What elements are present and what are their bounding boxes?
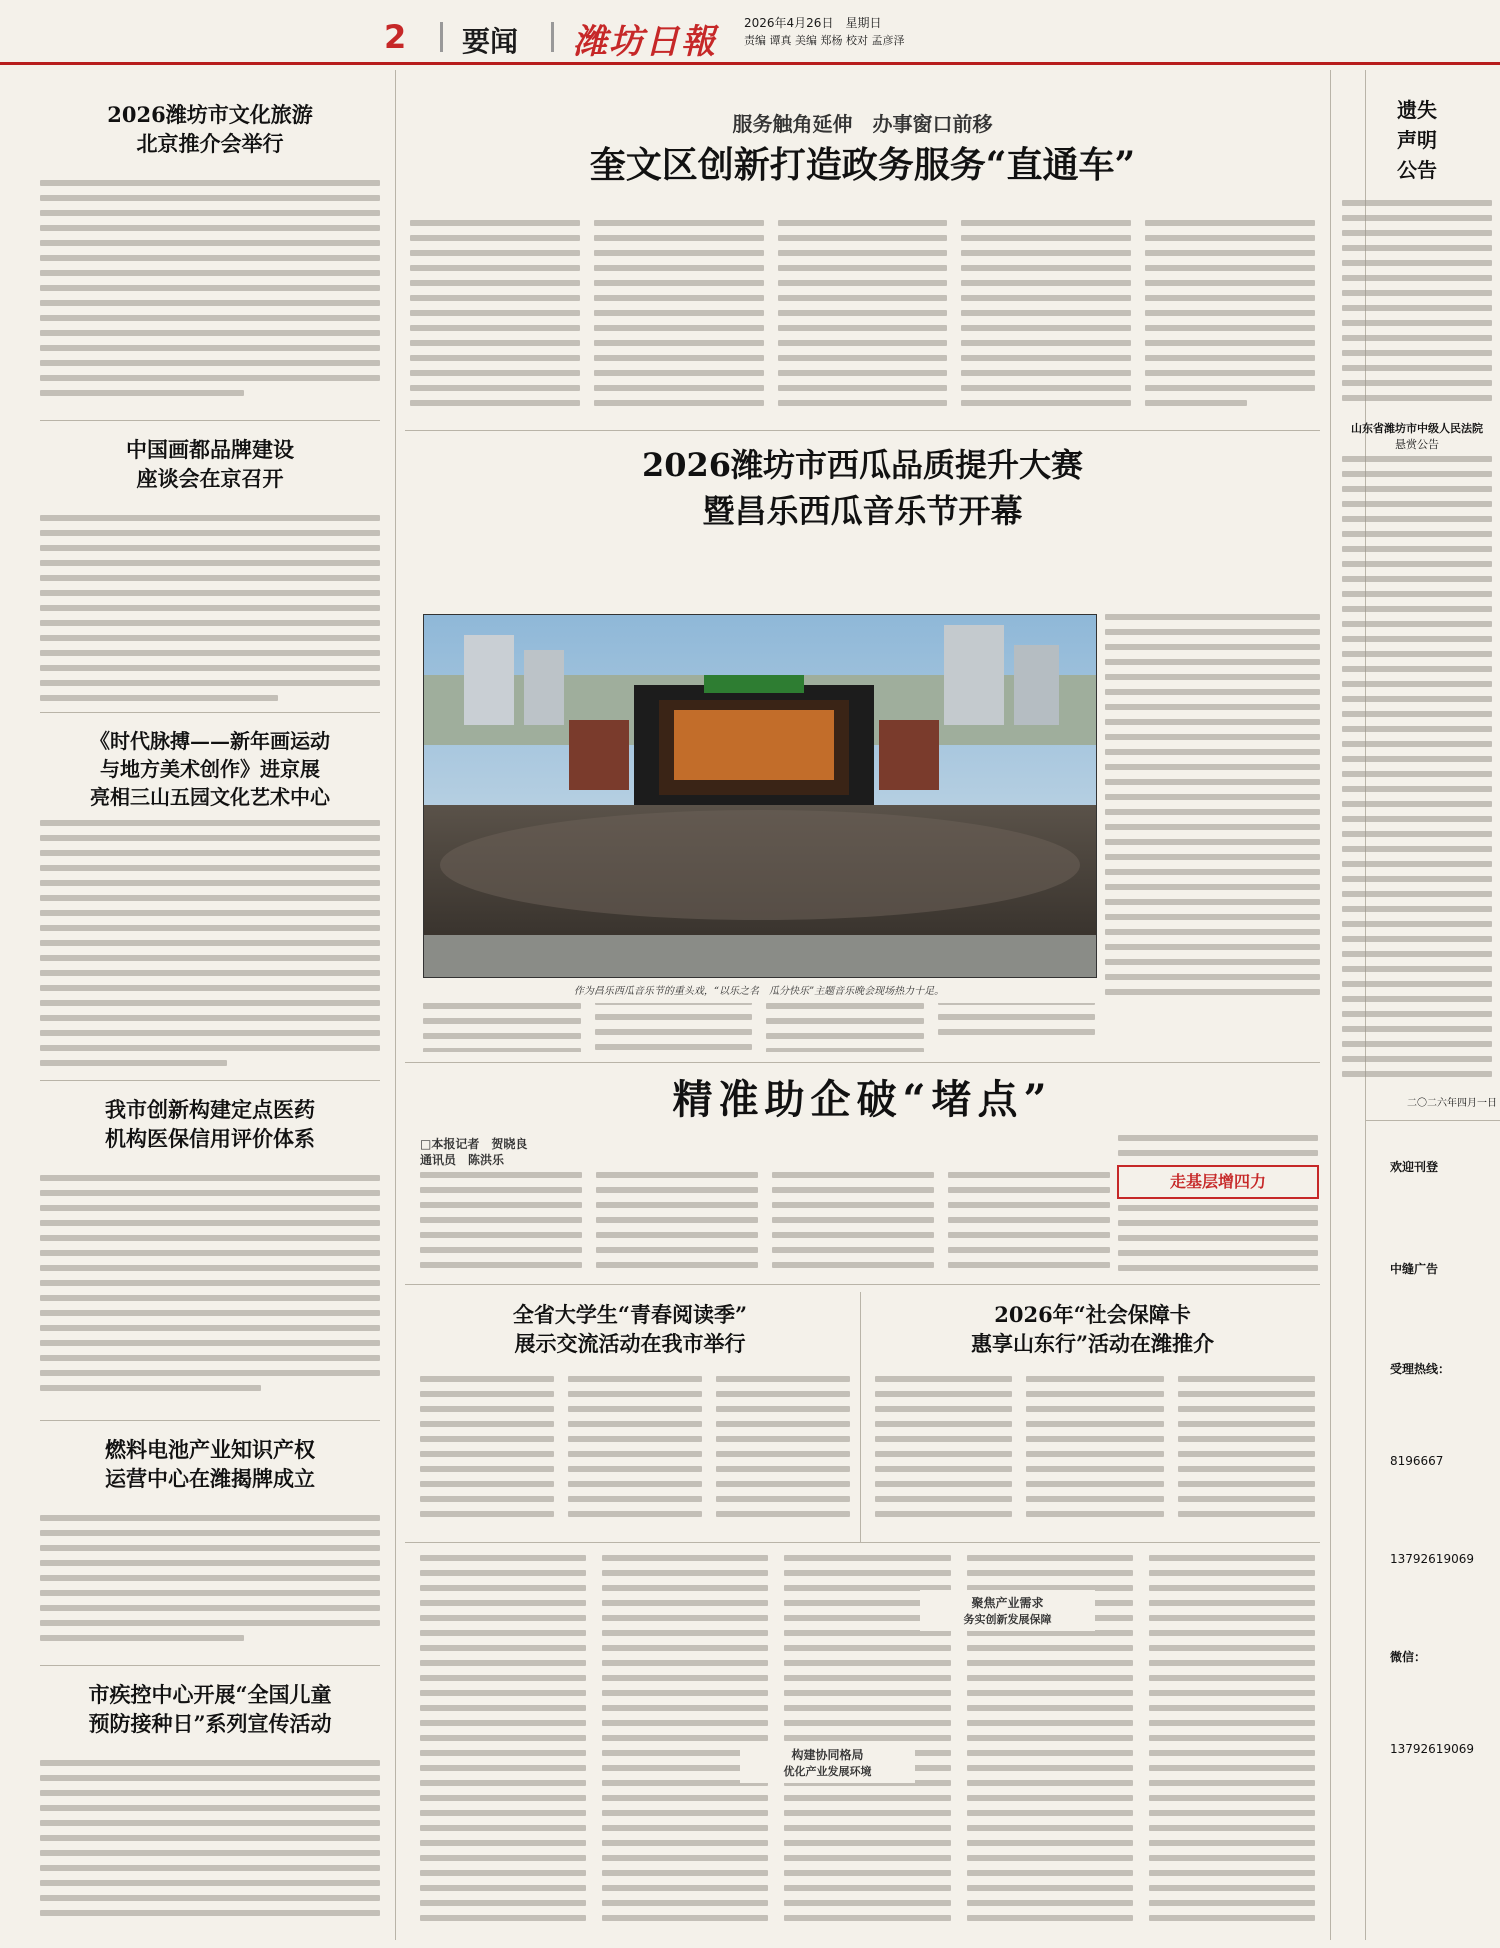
article-body — [1105, 614, 1320, 1010]
article-separator — [405, 1542, 1320, 1543]
kicker: 服务触角延伸 办事窗口前移 — [732, 112, 993, 136]
phone-number: 13792619069 — [1390, 1552, 1474, 1566]
divider — [551, 22, 554, 52]
headline: 奎文区创新打造政务服务“直通车” — [589, 144, 1136, 186]
article-body — [40, 1760, 380, 1930]
photo-caption: 作为昌乐西瓜音乐节的重头戏，“以乐之名 瓜分快乐”主题音乐晚会现场热力十足。 — [573, 986, 945, 997]
concert-photo — [423, 614, 1097, 978]
headline: 全省大学生“青春阅读季” 展示交流活动在我市举行 — [512, 1302, 748, 1357]
wechat-label: 微信： — [1390, 1650, 1427, 1664]
article-separator — [405, 1062, 1320, 1063]
article-body — [423, 1003, 1095, 1055]
headline: 2026年“社会保障卡 惠享山东行”活动在潍推介 — [970, 1302, 1215, 1357]
paper-logo: 潍坊日報 — [573, 22, 717, 62]
article-separator — [40, 1080, 380, 1081]
headline: 我市创新构建定点医药 机构医保信用评价体系 — [105, 1097, 315, 1152]
column-rule — [395, 70, 396, 1940]
hotline-number: 8196667 — [1390, 1454, 1444, 1468]
ad-welcome: 欢迎刊登 — [1390, 1160, 1439, 1174]
subheading: 聚焦产业需求 务实创新发展保障 — [920, 1590, 1095, 1631]
page-number: 2 — [384, 18, 407, 56]
column-rule — [860, 1292, 861, 1542]
article-body — [420, 1376, 850, 1532]
article-separator — [40, 1665, 380, 1666]
notice-header: 遗失 声明 公告 — [1397, 98, 1437, 182]
article-separator — [405, 430, 1320, 431]
article-separator — [40, 1420, 380, 1421]
headline: 中国画都品牌建设 座谈会在京召开 — [126, 437, 294, 492]
article-body — [40, 1175, 380, 1406]
article-separator — [40, 712, 380, 713]
divider — [440, 22, 443, 52]
hotline-label: 受理热线： — [1390, 1362, 1451, 1376]
masthead — [0, 0, 1500, 65]
article-body — [40, 1515, 380, 1656]
notice-list — [1342, 200, 1492, 410]
section-title: 要闻 — [462, 25, 519, 58]
ad-type: 中缝广告 — [1390, 1262, 1439, 1276]
article-body — [410, 220, 1315, 420]
court-date: 二〇二六年四月一日 — [1407, 1098, 1497, 1109]
headline: 燃料电池产业知识产权 运营中心在潍揭牌成立 — [105, 1437, 315, 1492]
article-body — [40, 515, 380, 701]
article-body — [1118, 1135, 1318, 1157]
byline: 通讯员 陈洪乐 — [420, 1153, 505, 1167]
court-notice-body — [1342, 456, 1492, 1086]
subheading: 构建协同格局 优化产业发展环境 — [740, 1742, 915, 1783]
editors-line: 责编 谭真 美编 郑杨 校对 孟彦泽 — [744, 34, 905, 47]
byline: □本报记者 贺晓良 — [420, 1137, 528, 1151]
court-subtitle: 悬赏公告 — [1395, 438, 1439, 451]
headline: 2026潍坊市文化旅游 北京推介会举行 — [107, 102, 313, 157]
headline: 《时代脉搏——新年画运动 与地方美术创作》进京展 亮相三山五园文化艺术中心 — [90, 729, 330, 809]
court-title: 山东省潍坊市中级人民法院 — [1351, 422, 1483, 435]
article-body — [1118, 1205, 1318, 1275]
headline: 市疾控中心开展“全国儿童 预防接种日”系列宣传活动 — [88, 1682, 332, 1737]
article-body — [420, 1172, 1110, 1277]
column-rule — [1330, 70, 1331, 1940]
article-separator — [1365, 1120, 1500, 1121]
headline: 精准助企破“堵点” — [672, 1076, 1053, 1123]
column-tag: 走基层增四力 — [1117, 1165, 1319, 1199]
article-separator — [40, 420, 380, 421]
article-body — [875, 1376, 1315, 1532]
article-body — [40, 180, 380, 406]
headline: 2026潍坊市西瓜品质提升大赛 暨昌乐西瓜音乐节开幕 — [641, 446, 1084, 531]
issue-date: 2026年4月26日 星期日 — [744, 16, 882, 30]
wechat-number: 13792619069 — [1390, 1742, 1474, 1756]
article-body — [40, 820, 380, 1066]
concert-photo-image — [424, 615, 1096, 977]
article-separator — [405, 1284, 1320, 1285]
